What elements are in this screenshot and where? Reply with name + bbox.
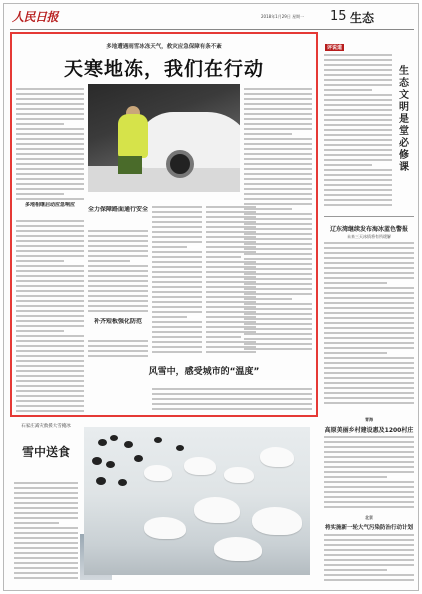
text-column-3 (152, 206, 202, 360)
subhead-1: 多地相继启动应急响应 (24, 202, 75, 208)
article-headline: 天寒地冻，我们在行动 (63, 58, 264, 80)
feature-columns (152, 388, 312, 416)
news-3-text (324, 534, 414, 586)
header-rule (10, 29, 414, 30)
text-column-1b (16, 220, 84, 416)
feature-title: 风雪中，感受城市的“温度” (148, 367, 260, 377)
news-2-text (324, 436, 414, 510)
masthead (10, 8, 414, 28)
section-name: 生态 (350, 11, 375, 25)
commentary-title: 生态文明是堂必修课 (399, 66, 409, 173)
subhead-block-1 (16, 202, 84, 218)
subhead-3: 补齐短板强化防范 (93, 318, 142, 325)
news-2-title: 高原美丽乡村建设惠及1200村庄 (324, 427, 414, 434)
subhead-block-3 (88, 318, 148, 338)
dateline: 2018年1月29日 星期一 (261, 14, 305, 19)
commentary-text (324, 54, 392, 212)
newspaper-logo: 人民日报 (12, 10, 59, 24)
article-kicker: 多地遭遇雨雪冰冻天气，救灾应急保障有条不紊 (106, 44, 222, 50)
page-number: 15 (330, 9, 347, 24)
bottom-left-text (14, 482, 78, 582)
newspaper-page (3, 3, 419, 591)
news-1-title: 辽东湾继续发布海冰蓝色警报 (329, 226, 408, 233)
text-column-5 (244, 88, 312, 360)
sidebar-divider (324, 216, 414, 217)
text-column-1 (16, 88, 84, 202)
bottom-left-caption: 石家庄减灾救援大雪掩冰 (21, 424, 71, 429)
news-3-label: 北京 (365, 515, 373, 520)
bottom-left-title: 雪中送食 (21, 445, 70, 459)
main-photo-worker-car (88, 84, 240, 192)
news-1-text (324, 242, 414, 412)
text-column-2b (88, 340, 148, 362)
news-3-title: 将实施新一轮大气污染防治行动计划 (324, 525, 413, 531)
subhead-block-2 (88, 206, 148, 226)
news-1-subtitle: 未来三天冰情将有所缓解 (347, 234, 391, 239)
subhead-2: 全力保障路面通行安全 (88, 206, 148, 213)
news-2-label: 青海 (365, 417, 373, 422)
main-article-highlight[interactable] (10, 32, 318, 417)
commentary-tag: 评说道 (327, 45, 343, 51)
swans-photo (84, 427, 310, 575)
text-column-2 (88, 230, 148, 316)
